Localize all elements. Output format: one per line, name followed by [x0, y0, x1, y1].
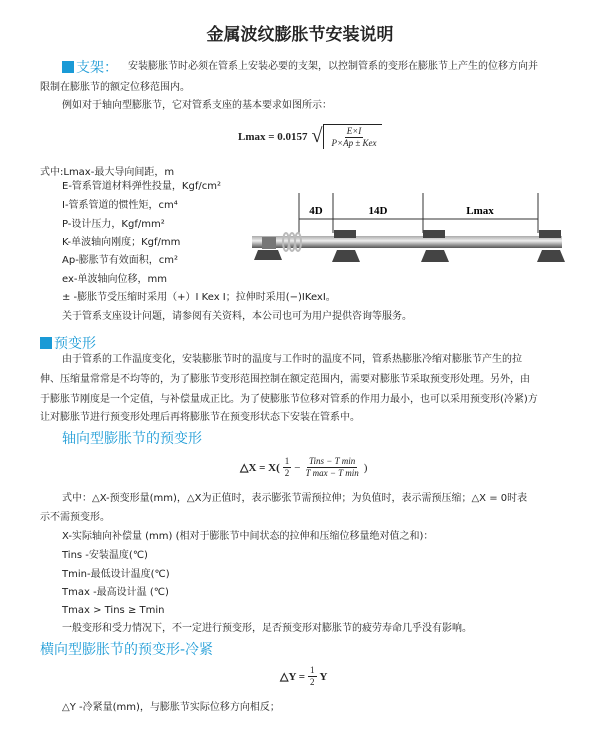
section-heading-predeformation — [40, 333, 96, 353]
paragraph-line: 示不需预变形。 — [40, 512, 110, 523]
section-heading-axial: 轴向型膨胀节的预变形 — [62, 431, 202, 447]
paragraph-line: 限制在膨胀节的额定位移范围内。 — [40, 82, 190, 93]
formula-numerator: Tins − T min — [309, 456, 356, 466]
dim-label-14d: 14D — [368, 205, 388, 217]
section-heading-lateral: 横向型膨胀节的预变形-冷紧 — [40, 642, 214, 658]
formula-denominator: 2 — [284, 468, 290, 478]
formula-delta-y — [280, 665, 327, 688]
paragraph-line: 由于管系的工作温度变化，安装膨胀节时的温度与工作时的温度不同，管系热膨胀冷缩对膨胀节产生的拉 — [62, 354, 522, 365]
paragraph-line: △Y -冷紧量(mm)，与膨胀节实际位移方向相反； — [62, 702, 280, 713]
definition-line: Ap-膨胀节有效面积，cm² — [62, 255, 179, 266]
definition-line: P-设计压力，Kgf/mm² — [62, 219, 165, 230]
paragraph-line: 伸、压缩量常常是不均等的，为了膨胀节变形范围控制在额定范围内，需要对膨胀节采取预变形处理。另外，由 — [40, 374, 530, 385]
formula-numerator: E×I — [346, 126, 362, 136]
formula-lmax: Lmax = 0.0157 √ $\frac{E\times I}{\text{P×Ap ± Kex}}$ — [238, 124, 382, 149]
pipe — [252, 236, 562, 248]
formula-rhs: ) — [363, 461, 368, 474]
paragraph-line: X-实际轴向补偿量 (mm) (相对于膨胀节中间状态的拉伸和压缩位移量绝对值之和)： — [62, 531, 434, 542]
definition-line: K-单波轴向刚度；Kgf/mm — [62, 237, 181, 248]
definition-line: I-管系管道的惯性矩，cm⁴ — [62, 200, 178, 211]
definition-line: ex-单波轴向位移，mm — [62, 274, 167, 285]
formula-lhs: Lmax = 0.0157 — [238, 130, 308, 143]
page-title: 金属波纹膨胀节安装说明 — [206, 25, 394, 45]
formula-denominator: T max − T min — [305, 468, 359, 478]
heading-text: 预变形 — [54, 336, 96, 352]
formula-denominator: P×Ap ± Kex — [331, 138, 377, 148]
formula-rhs: Y — [319, 670, 328, 683]
paragraph-line: Tmax > Tins ≥ Tmin — [62, 605, 165, 616]
paragraph-line: 式中：△X-预变形量(mm)，△X为正值时，表示膨张节需预拉伸；为负值时，表示需预压缩；△X = 0时表 — [62, 493, 528, 504]
formula-numerator: 1 — [310, 665, 315, 675]
formula-denominator: 2 — [310, 677, 315, 687]
heading-text: 支架： — [76, 60, 118, 76]
paragraph-line: 安装膨胀节时必须在管系上安装必要的支架，以控制管系的变形在膨胀节上产生的位移方向并 — [128, 61, 538, 72]
paragraph-line: 一般变形和受力情况下，不一定进行预变形，足否预变形对膨胀节的疲劳寿命几乎没有影响。 — [62, 623, 472, 634]
paragraph-line: 于膨胀节刚度是一个定值，与补偿量成正比。为了使膨胀节位移对管系的作用力最小，也可以采用预变形(冷紧)方 — [40, 394, 538, 405]
formula-minus: − — [294, 461, 301, 474]
formula-lhs: △X = X( — [240, 462, 280, 474]
paragraph-line: 例如对于轴向型膨胀节，它对管系支座的基本要求如图所示： — [62, 100, 332, 111]
formula-lhs: △Y = — [280, 671, 306, 683]
paragraph-line: Tmax -最高设计温 (℃) — [62, 587, 169, 598]
definition-line: E-管系管道材料弹性投量，Kgf/cm² — [62, 181, 221, 192]
square-bullet-icon — [40, 337, 52, 349]
definition-line: ± -膨胀节受压缩时采用（+）I Kex I；拉伸时采用(−)IKexI。 — [62, 292, 336, 303]
dim-label-lmax: Lmax — [466, 205, 494, 217]
formula-numerator: 1 — [284, 456, 290, 466]
definition-line: 关于管系支座设计问题，请参阅有关资料，本公司也可为用户提供咨询等服务。 — [62, 311, 412, 322]
formula-delta-x — [240, 456, 367, 479]
dim-label-4d: 4D — [309, 205, 323, 217]
paragraph-line: Tins -安装温度(℃) — [62, 550, 148, 561]
definition-line: 式中:Lmax-最大导向间距，m — [40, 167, 175, 178]
paragraph-line: Tmin-最低设计温度(℃) — [62, 569, 170, 580]
paragraph-line: 让对膨胀节进行预变形处理后再将膨胀节在预变形状态下安装在管系中。 — [40, 412, 360, 423]
